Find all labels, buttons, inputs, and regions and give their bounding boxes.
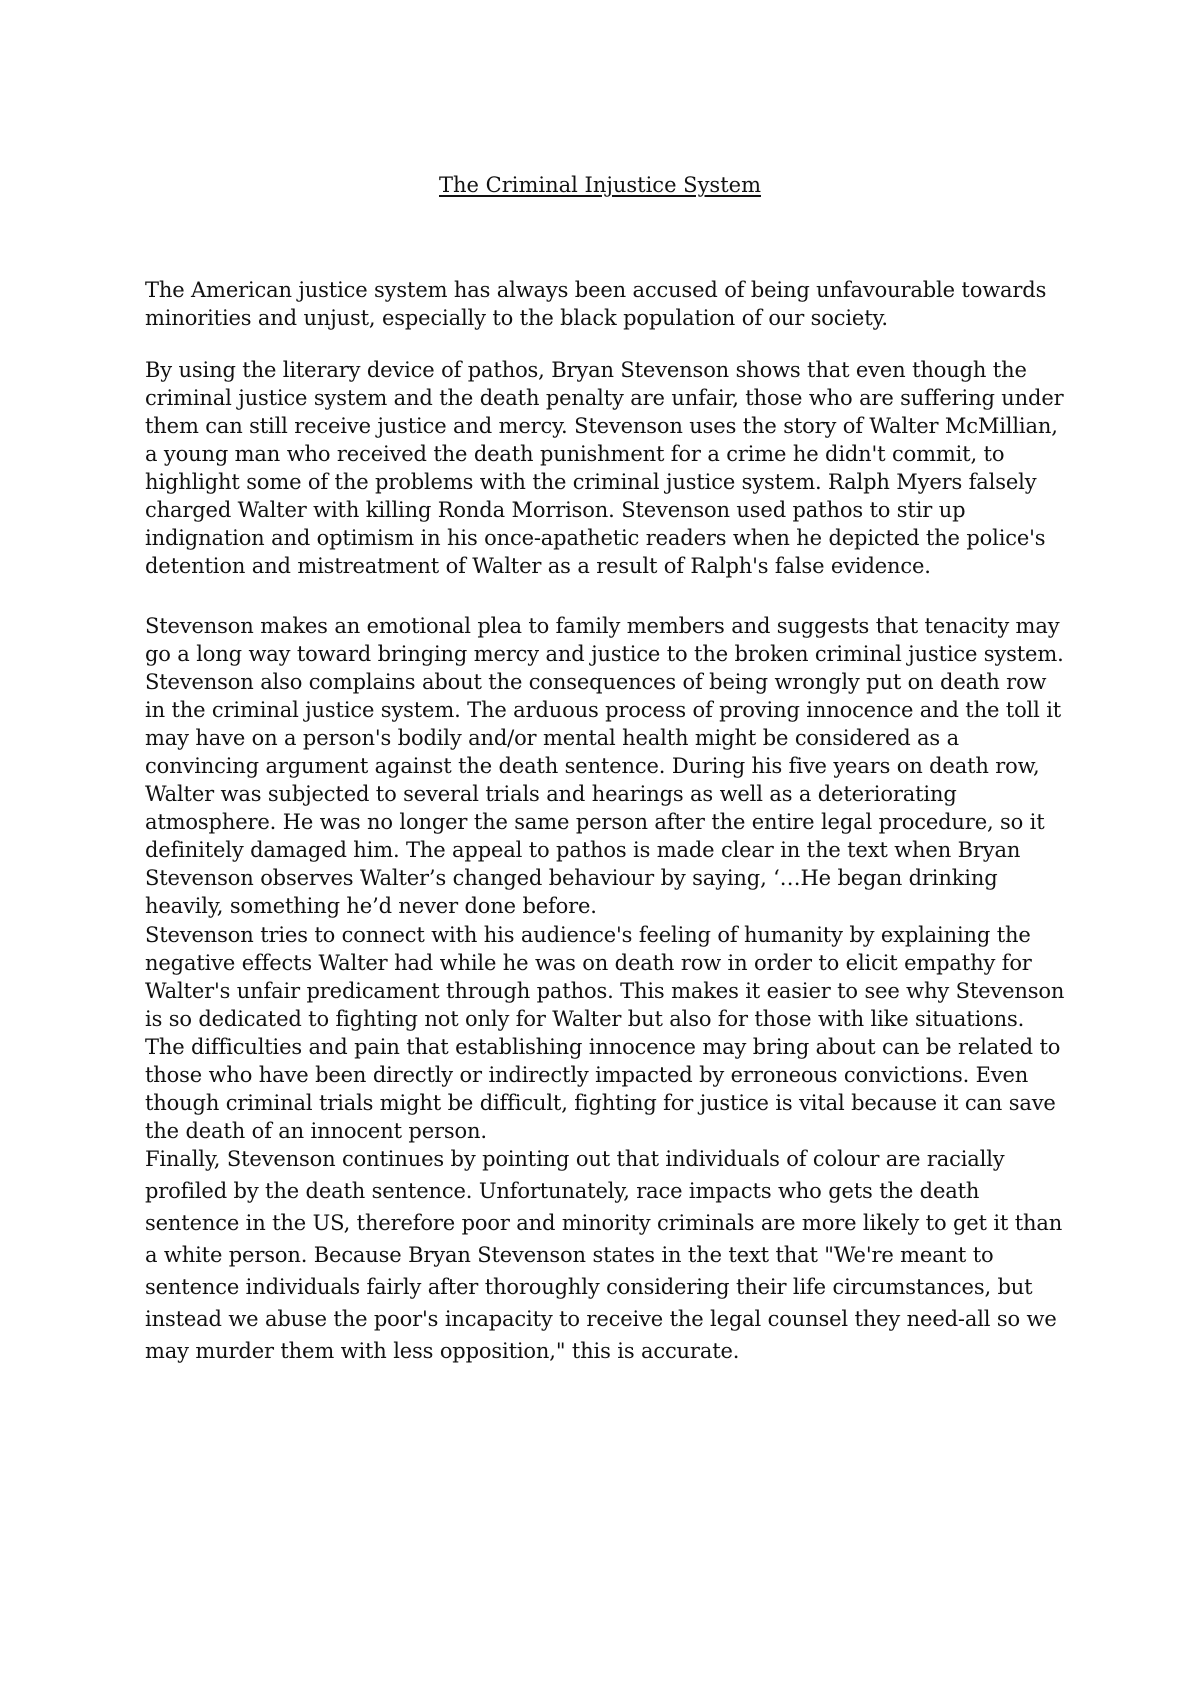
paragraph-humanity: Stevenson tries to connect with his audience's feeling of humanity by explaining the negative effects Walter had while he was on death row in order to elicit empathy for Walter's unfair predicament through pathos. This makes it easier to see why Stevenson is so dedicated to fighting not only for Walter but also for those with like situations. The difficulties and pain that establishing innocence may bring about can be related to those who have been directly or indirectly impacted by erroneous convictions. Even though criminal trials might be difficult, fighting for justice is vital because it can save the death of an innocent person. (145, 923, 1065, 1143)
paragraph-pathos-overview: By using the literary device of pathos, Bryan Stevenson shows that even though the criminal justice system and the death penalty are unfair, those who are suffering under them can still receive justice and mercy. Stevenson uses the story of Walter McMillian, a young man who received the death punishment for a crime he didn't commit, to highlight some of the problems with the criminal justice system. Ralph Myers falsely charged Walter with killing Ronda Morrison. Stevenson used pathos to stir up indignation and optimism in his once-apathetic readers when he depicted the police's detention and mistreatment of Walter as a result of Ralph's false evidence. (145, 358, 1064, 578)
document-title: The Criminal Injustice System (439, 173, 761, 197)
paragraph-emotional-plea: Stevenson makes an emotional plea to family members and suggests that tenacity may go a long way toward bringing mercy and justice to the broken criminal justice system. Stevenson also complains about the consequences of being wrongly put on death row in the criminal justice system. The arduous process of proving innocence and the toll it may have on a person's bodily and/or mental health might be considered as a convincing argument against the death sentence. During his five years on death row, Walter was subjected to several trials and hearings as well as a deteriorating atmosphere. He was no longer the same person after the entire legal procedure, so it definitely damaged him. The appeal to pathos is made clear in the text when Bryan Stevenson observes Walter’s changed behaviour by saying, ‘…He began drinking heavily, something he’d never done before. (145, 614, 1064, 918)
paragraph-conclusion: Finally, Stevenson continues by pointing out that individuals of colour are racially profiled by the death sentence. Unfortunately, race impacts who gets the death sentence in the US, therefore poor and minority criminals are more likely to get it than a white person. Because Bryan Stevenson states in the text that "We're meant to sentence individuals fairly after thoroughly considering their life circumstances, but instead we abuse the poor's incapacity to receive the legal counsel they need-all so we may murder them with less opposition," this is accurate. (145, 1147, 1063, 1363)
paragraph-introduction: The American justice system has always been accused of being unfavourable towards minorities and unjust, especially to the black population of our society. (145, 278, 1047, 330)
